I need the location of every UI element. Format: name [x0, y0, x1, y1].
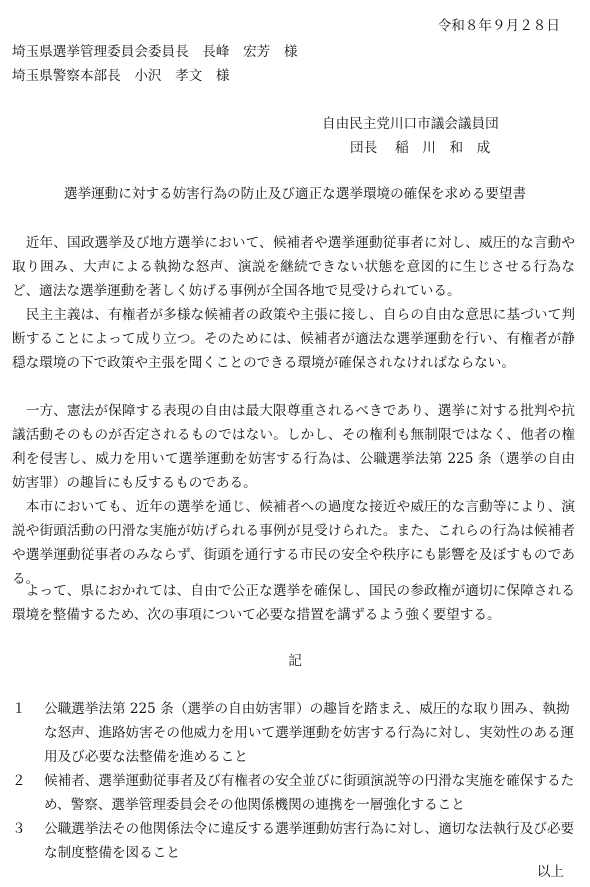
ki-heading: 記	[288, 653, 302, 669]
request-item-text: 公職選挙法その他関係法令に違反する選挙運動妨害行為に対し、適切な法執行及び必要な制度整備を図ること	[44, 821, 575, 861]
recipient-election-commission: 埼玉県選挙管理委員会委員長 長峰 宏芳 様	[12, 44, 298, 60]
request-item-text: 公職選挙法第 225 条（選挙の自由妨害罪）の趣旨を踏まえ、威圧的な取り囲み、執拗な怒声、進路妨害その他威力を用いて選挙運動を妨害する行為に対し、実効性のある運用及び必要な法整備を進めること	[44, 701, 575, 765]
closing-ijou: 以上	[536, 864, 564, 880]
request-item-number: ２	[12, 773, 26, 789]
body-paragraph-5: よって、県におかれては、自由で公正な選挙を確保し、国民の参政権が適切に保障される環境を整備するため、次の事項について必要な措置を講ずるよう強く要望する。	[12, 583, 575, 623]
sender-organization: 自由民主党川口市議会議員団	[322, 116, 499, 132]
document-title: 選挙運動に対する妨害行為の防止及び適正な選挙環境の確保を求める要望書	[63, 186, 527, 202]
request-item-3	[12, 817, 575, 865]
body-paragraph-3: 一方、憲法が保障する表現の自由は最大限尊重されるべきであり、選挙に対する批判や抗議活動そのものが否定されるものではない。しかし、その権利も無制限ではなく、他者の権利を侵害し、威力を用いて選挙運動を妨害する行為は、公職選挙法第 225 条（選挙の自由妨害罪）の趣旨にも反するものである。	[12, 403, 575, 491]
body-paragraph-4: 本市においても、近年の選挙を通じ、候補者への過度な接近や威圧的な言動等により、演説や街頭活動の円滑な実施が妨げられる事例が見受けられた。また、これらの行為は候補者や選挙運動従事者のみならず、街頭を通行する市民の安全や秩序にも影響を及ぼすものである。	[12, 499, 575, 587]
request-item-1	[12, 697, 575, 769]
request-item-number: １	[12, 701, 26, 717]
body-paragraph-2: 民主主義は、有権者が多様な候補者の政策や主張に接し、自らの自由な意思に基づいて判断することによって成り立つ。そのためには、候補者が適法な選挙運動を行い、有権者が静穏な環境の下で政策や主張を聞くことのできる環境が確保されなければならない。	[12, 307, 575, 371]
document-date: 令和８年９月２８日	[437, 18, 560, 34]
body-paragraph-1: 近年、国政選挙及び地方選挙において、候補者や選挙運動従事者に対し、威圧的な言動や取り囲み、大声による執拗な怒声、演説を継続できない状態を意図的に生じさせる行為など、適法な選挙運動を著しく妨げる事例が全国各地で見受けられている。	[12, 235, 575, 299]
sender-name: 団長 稲 川 和 成	[350, 140, 491, 156]
recipient-police-chief: 埼玉県警察本部長 小沢 孝文 様	[12, 68, 230, 84]
request-item-2	[12, 769, 575, 817]
request-item-number: ３	[12, 821, 26, 837]
request-item-text: 候補者、選挙運動従事者及び有権者の安全並びに街頭演説等の円滑な実施を確保するため、警察、選挙管理委員会その他関係機関の連携を一層強化すること	[44, 773, 575, 813]
